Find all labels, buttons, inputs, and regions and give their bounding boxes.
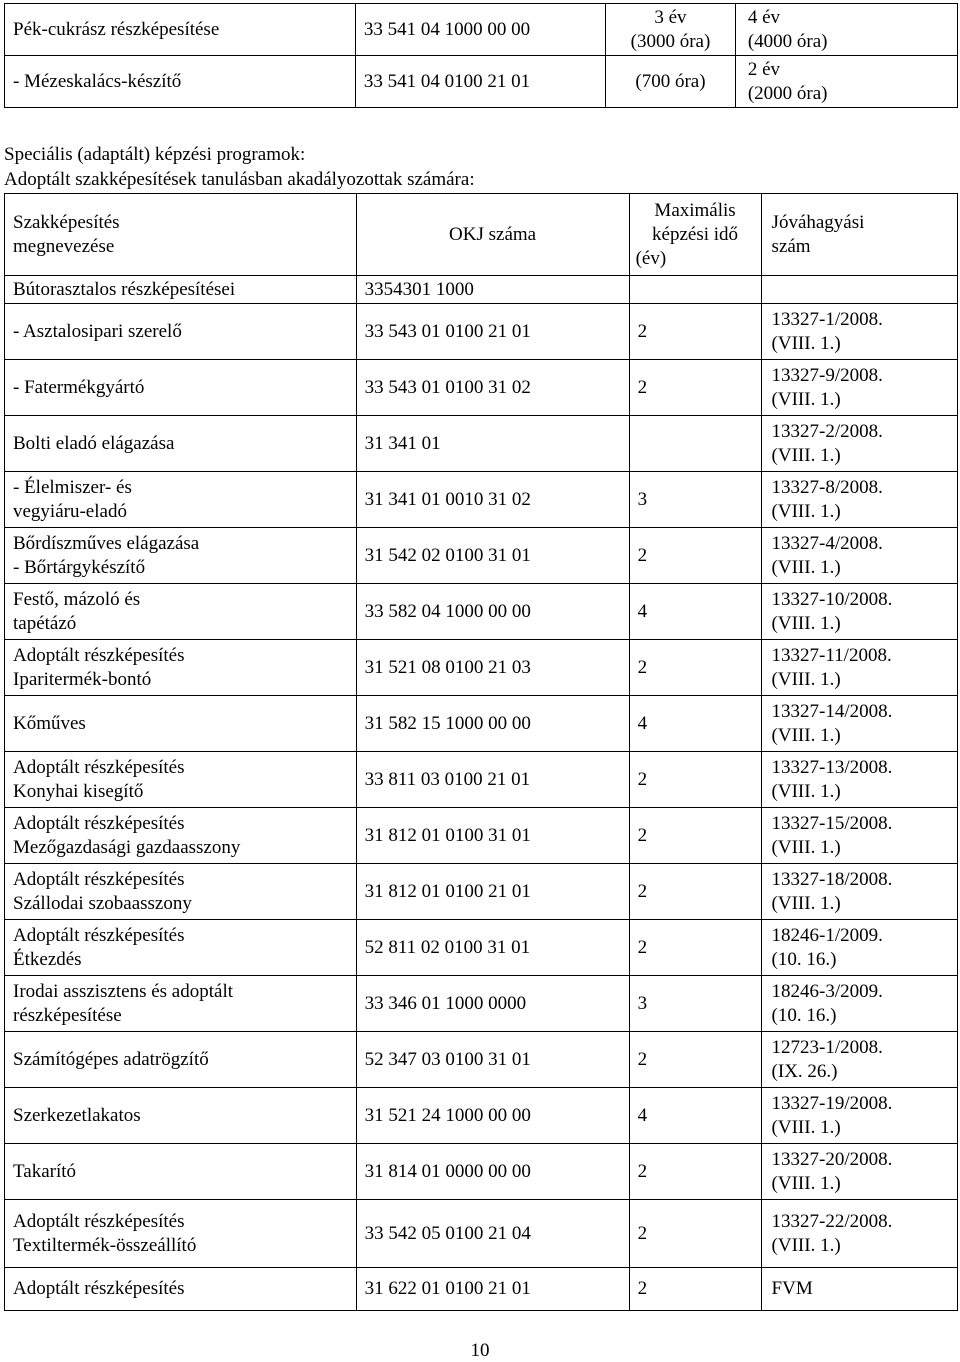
- cell-okj: 33 542 05 0100 21 04: [356, 1200, 629, 1268]
- cell-duration: 2: [629, 864, 761, 920]
- table-row: [5, 360, 958, 416]
- cell-duration: 2: [629, 640, 761, 696]
- name-line: tapétázó: [13, 612, 77, 634]
- cell-approval: [761, 752, 957, 808]
- approval-line: 13327-10/2008.: [771, 588, 893, 610]
- cell-duration: 2: [629, 1200, 761, 1268]
- top-table: [4, 3, 958, 108]
- name-line: Kőműves: [13, 712, 86, 734]
- cell-okj: 31 622 01 0100 21 01: [356, 1268, 629, 1311]
- approval-line: (VIII. 1.): [771, 668, 841, 690]
- cell-duration: 4: [629, 584, 761, 640]
- table-row: [5, 864, 958, 920]
- approval-line: 13327-14/2008.: [771, 700, 893, 722]
- name-line: Iparitermék-bontó: [13, 668, 152, 690]
- cell-approval: [761, 276, 957, 304]
- cell-name: [5, 752, 357, 808]
- table-row: [5, 276, 958, 304]
- cell-duration-alt: [735, 4, 957, 56]
- name-line: Étkezdés: [13, 948, 82, 970]
- cell-okj: 33 811 03 0100 21 01: [356, 752, 629, 808]
- cell-okj: 31 341 01: [356, 416, 629, 472]
- cell-duration: 2: [629, 752, 761, 808]
- cell-okj: 31 814 01 0000 00 00: [356, 1144, 629, 1200]
- approval-line: (VIII. 1.): [771, 500, 841, 522]
- cell-approval: [761, 1088, 957, 1144]
- approval-line: (10. 16.): [771, 1004, 837, 1026]
- approval-line: 13327-18/2008.: [771, 868, 893, 890]
- table-row: [5, 1144, 958, 1200]
- duration-alt-line: (2000 óra): [747, 82, 828, 104]
- approval-line: (VIII. 1.): [771, 556, 841, 578]
- cell-duration: 2: [629, 1268, 761, 1311]
- approval-line: 13327-11/2008.: [771, 644, 892, 666]
- cell-name: [5, 276, 357, 304]
- name-line: Adoptált részképesítés: [13, 644, 185, 666]
- cell-name: [5, 584, 357, 640]
- approval-line: (VIII. 1.): [771, 724, 841, 746]
- cell-duration: 2: [629, 360, 761, 416]
- cell-duration: 4: [629, 696, 761, 752]
- cell-name: [5, 304, 357, 360]
- cell-name: Pék-cukrász részképesítése: [5, 4, 356, 56]
- cell-okj: 33 541 04 1000 00 00: [355, 4, 605, 56]
- header-okj: OKJ száma: [356, 194, 629, 276]
- name-line: részképesítése: [13, 1004, 122, 1026]
- cell-duration: 3: [629, 976, 761, 1032]
- table-row: [5, 976, 958, 1032]
- table-row: [5, 1032, 958, 1088]
- top-table-row: [5, 4, 958, 56]
- cell-okj: 33 541 04 0100 21 01: [355, 56, 605, 108]
- cell-approval: [761, 472, 957, 528]
- table-row: [5, 920, 958, 976]
- cell-duration: 2: [629, 1144, 761, 1200]
- cell-approval: [761, 1032, 957, 1088]
- cell-approval: [761, 696, 957, 752]
- approval-line: 18246-3/2009.: [771, 980, 883, 1002]
- cell-name: [5, 864, 357, 920]
- cell-duration: 2: [629, 920, 761, 976]
- duration-alt-line: 4 év: [747, 6, 780, 28]
- name-line: Adoptált részképesítés: [13, 756, 185, 778]
- approval-line: (VIII. 1.): [771, 332, 841, 354]
- cell-duration: [606, 56, 736, 108]
- intro-line-1: Speciális (adaptált) képzési programok:: [4, 144, 306, 165]
- name-line: Takarító: [13, 1160, 77, 1182]
- cell-approval: [761, 920, 957, 976]
- cell-duration: [629, 416, 761, 472]
- approval-line: (VIII. 1.): [771, 836, 841, 858]
- name-line: Konyhai kisegítő: [13, 780, 144, 802]
- cell-approval: [761, 976, 957, 1032]
- cell-name: [5, 808, 357, 864]
- cell-okj: 33 543 01 0100 21 01: [356, 304, 629, 360]
- intro-line-2: Adoptált szakképesítések tanulásban akadályozottak számára:: [4, 169, 475, 190]
- table-row: [5, 472, 958, 528]
- approval-line: (IX. 26.): [771, 1060, 838, 1082]
- cell-approval: [761, 1200, 957, 1268]
- cell-okj: 31 341 01 0010 31 02: [356, 472, 629, 528]
- name-line: Mezőgazdasági gazdaasszony: [13, 836, 241, 858]
- approval-line: (VIII. 1.): [771, 780, 841, 802]
- name-line: Adoptált részképesítés: [13, 812, 185, 834]
- cell-okj: 31 582 15 1000 00 00: [356, 696, 629, 752]
- table-row: [5, 1088, 958, 1144]
- approval-line: 13327-19/2008.: [771, 1092, 893, 1114]
- programs-table: [4, 193, 958, 1311]
- cell-okj: 33 582 04 1000 00 00: [356, 584, 629, 640]
- table-row: [5, 752, 958, 808]
- cell-name: [5, 1200, 357, 1268]
- cell-name: [5, 472, 357, 528]
- table-row: [5, 584, 958, 640]
- cell-name: [5, 1032, 357, 1088]
- cell-okj: 31 812 01 0100 31 01: [356, 808, 629, 864]
- table-row: [5, 808, 958, 864]
- approval-line: 13327-13/2008.: [771, 756, 893, 778]
- cell-okj: 31 542 02 0100 31 01: [356, 528, 629, 584]
- header-row: [5, 194, 958, 276]
- cell-duration: 2: [629, 528, 761, 584]
- name-line: Textiltermék-összeállító: [13, 1234, 197, 1256]
- cell-approval: [761, 416, 957, 472]
- name-line: - Bőrtárgykészítő: [13, 556, 146, 578]
- cell-name: [5, 1144, 357, 1200]
- cell-approval: [761, 584, 957, 640]
- cell-approval: [761, 1144, 957, 1200]
- cell-approval: [761, 528, 957, 584]
- table-row: [5, 1200, 958, 1268]
- approval-line: 13327-15/2008.: [771, 812, 893, 834]
- approval-line: 13327-2/2008.: [771, 420, 883, 442]
- cell-okj: 3354301 1000: [356, 276, 629, 304]
- cell-duration: 4: [629, 1088, 761, 1144]
- cell-approval: [761, 808, 957, 864]
- cell-okj: 33 346 01 1000 0000: [356, 976, 629, 1032]
- table-row: [5, 304, 958, 360]
- name-line: - Élelmiszer- és: [13, 476, 132, 498]
- name-line: Számítógépes adatrögzítő: [13, 1048, 209, 1070]
- duration-alt-line: (4000 óra): [747, 30, 828, 52]
- duration-line: (3000 óra): [630, 30, 711, 52]
- cell-duration: 2: [629, 808, 761, 864]
- cell-duration: 2: [629, 1032, 761, 1088]
- approval-line: (VIII. 1.): [771, 444, 841, 466]
- name-line: vegyiáru-eladó: [13, 500, 127, 522]
- cell-name: [5, 920, 357, 976]
- table-row: [5, 696, 958, 752]
- header-approval: Jóváhagyási szám: [761, 194, 957, 276]
- approval-line: 13327-4/2008.: [771, 532, 883, 554]
- approval-line: 12723-1/2008.: [771, 1036, 883, 1058]
- header-duration: Maximális képzési idő (év): [629, 194, 761, 276]
- cell-okj: 52 347 03 0100 31 01: [356, 1032, 629, 1088]
- approval-line: (VIII. 1.): [771, 1116, 841, 1138]
- name-line: Adoptált részképesítés: [13, 1278, 185, 1299]
- approval-line: (VIII. 1.): [771, 1234, 841, 1256]
- approval-line: 13327-1/2008.: [771, 308, 883, 330]
- cell-duration: [606, 4, 736, 56]
- intro-text: [4, 142, 475, 192]
- name-line: Adoptált részképesítés: [13, 868, 185, 890]
- name-line: Bőrdíszműves elágazása: [13, 532, 200, 554]
- approval-line: (VIII. 1.): [771, 612, 841, 634]
- cell-okj: 31 521 08 0100 21 03: [356, 640, 629, 696]
- approval-line: 13327-20/2008.: [771, 1148, 893, 1170]
- cell-name: [5, 696, 357, 752]
- cell-name: - Mézeskalács-készítő: [5, 56, 356, 108]
- table-row: [5, 640, 958, 696]
- cell-name: [5, 360, 357, 416]
- table-row: [5, 528, 958, 584]
- cell-approval: [761, 640, 957, 696]
- name-line: Festő, mázoló és: [13, 588, 141, 610]
- cell-approval: [761, 1268, 957, 1311]
- approval-line: (VIII. 1.): [771, 892, 841, 914]
- approval-line: FVM: [771, 1278, 813, 1299]
- approval-line: (VIII. 1.): [771, 388, 841, 410]
- approval-line: (10. 16.): [771, 948, 837, 970]
- name-line: Adoptált részképesítés: [13, 1210, 185, 1232]
- header-name: Szakképesítés megnevezése: [5, 194, 357, 276]
- name-line: - Asztalosipari szerelő: [13, 320, 182, 342]
- table-row: [5, 416, 958, 472]
- approval-line: 13327-8/2008.: [771, 476, 883, 498]
- approval-line: 13327-9/2008.: [771, 364, 883, 386]
- name-line: Bútorasztalos részképesítései: [13, 278, 236, 300]
- cell-name: [5, 640, 357, 696]
- cell-name: [5, 416, 357, 472]
- duration-alt-line: 2 év: [747, 58, 780, 80]
- table-row: [5, 1268, 958, 1311]
- name-line: - Fatermékgyártó: [13, 376, 145, 398]
- cell-duration: [629, 276, 761, 304]
- cell-approval: [761, 304, 957, 360]
- name-line: Irodai asszisztens és adoptált: [13, 980, 234, 1002]
- cell-duration: 3: [629, 472, 761, 528]
- cell-name: [5, 1088, 357, 1144]
- cell-okj: 52 811 02 0100 31 01: [356, 920, 629, 976]
- cell-name: [5, 528, 357, 584]
- cell-duration-alt: [735, 56, 957, 108]
- approval-line: (VIII. 1.): [771, 1172, 841, 1194]
- cell-duration: 2: [629, 304, 761, 360]
- cell-name: [5, 1268, 357, 1311]
- cell-approval: [761, 360, 957, 416]
- name-line: Adoptált részképesítés: [13, 924, 185, 946]
- name-line: Szállodai szobaasszony: [13, 892, 192, 914]
- duration-line: 3 év: [654, 6, 687, 28]
- cell-okj: 31 812 01 0100 21 01: [356, 864, 629, 920]
- cell-approval: [761, 864, 957, 920]
- cell-okj: 33 543 01 0100 31 02: [356, 360, 629, 416]
- page-number: 10: [470, 1340, 490, 1361]
- name-line: Szerkezetlakatos: [13, 1104, 141, 1126]
- approval-line: 18246-1/2009.: [771, 924, 883, 946]
- top-table-row: [5, 56, 958, 108]
- name-line: Bolti eladó elágazása: [13, 432, 175, 454]
- cell-name: [5, 976, 357, 1032]
- cell-okj: 31 521 24 1000 00 00: [356, 1088, 629, 1144]
- duration-line: (700 óra): [635, 70, 706, 92]
- approval-line: 13327-22/2008.: [771, 1210, 893, 1232]
